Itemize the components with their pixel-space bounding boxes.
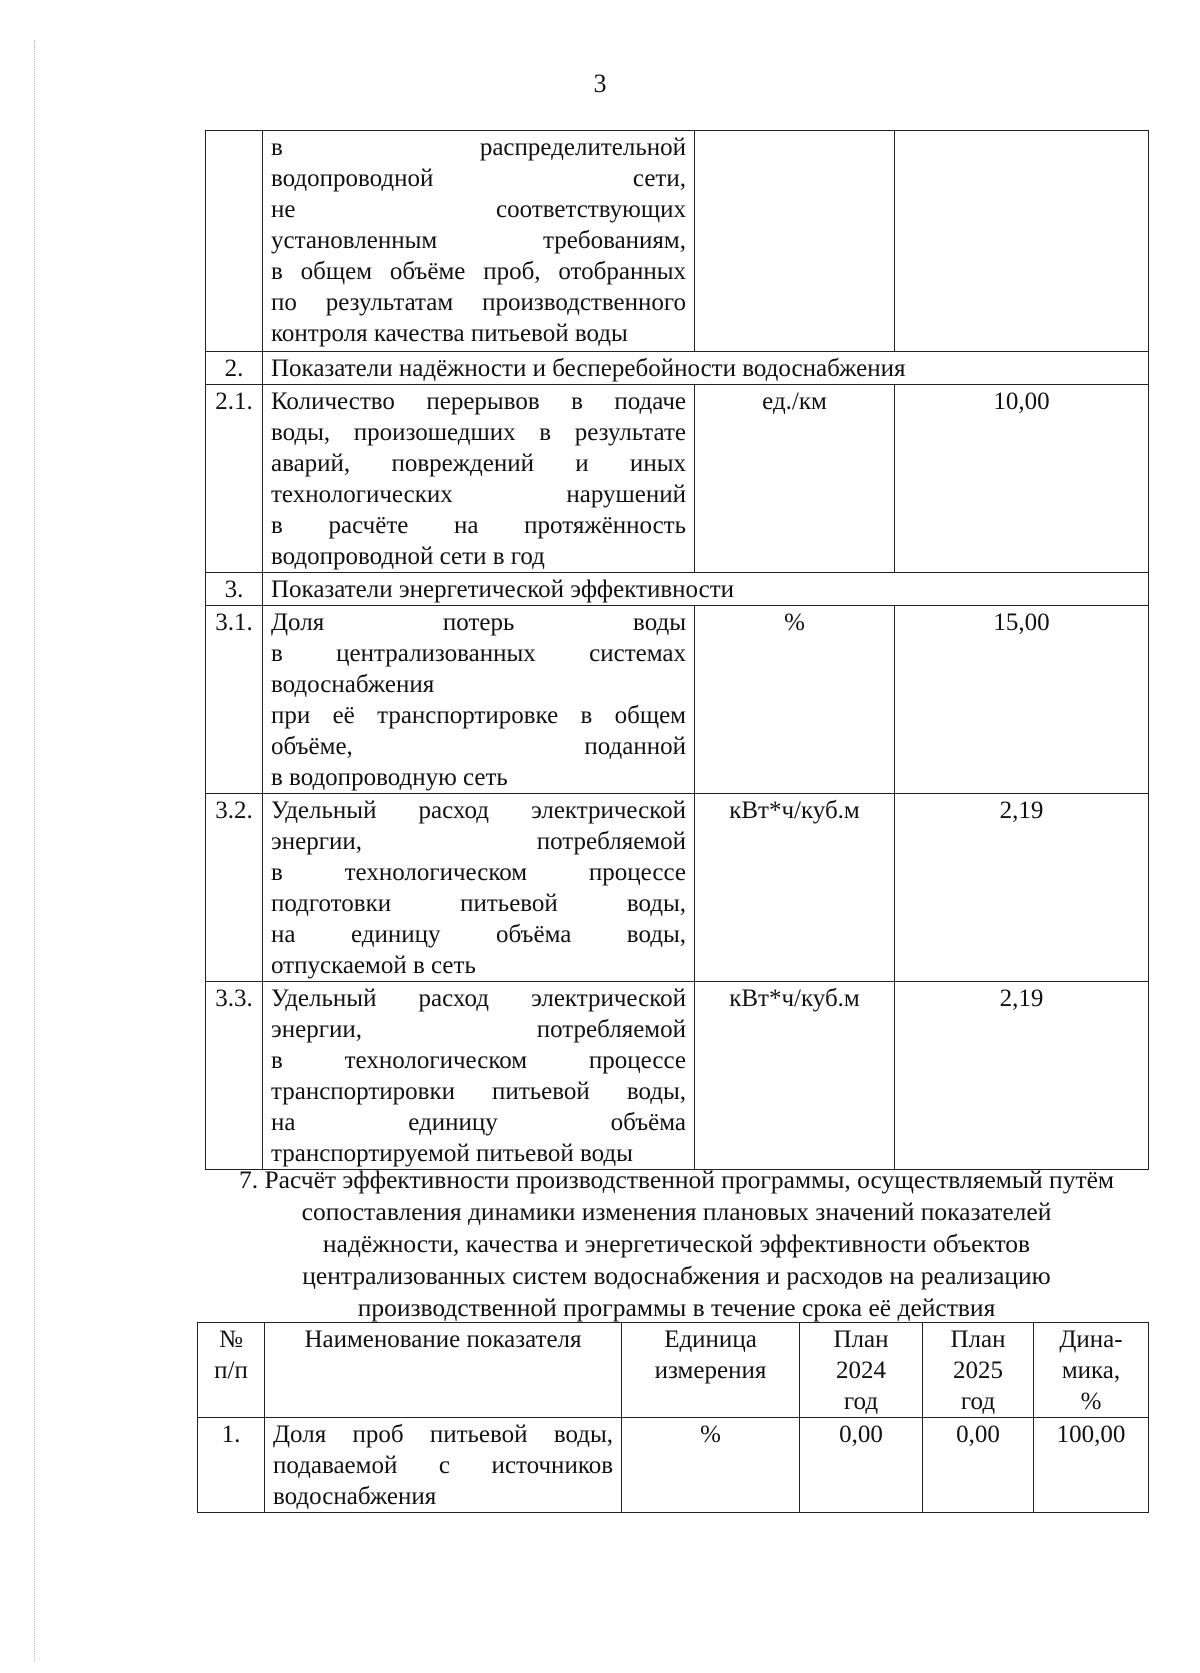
value-cell: 15,00	[895, 606, 1149, 794]
section-7-title: 7. Расчёт эффективности производственной программы, осуществляемый путём сопоставления динамики изменения плановых значений показателей надёжности, качества и энергетической эффективности объектов централизованных систем водоснабжения и расходов на реализацию производственной программы в течение срока её действия	[238, 1165, 1115, 1322]
table-row	[198, 1418, 1149, 1513]
indicator-name: Удельный расход электрической энергии, потребляемой в технологическом процессе подготовки питьевой воды, на единицу объёма воды, отпускаемой в сеть	[263, 794, 695, 982]
row-number: 3.	[206, 573, 263, 606]
header-number: № п/п	[198, 1323, 265, 1418]
value-cell	[895, 131, 1149, 352]
row-number: 1.	[198, 1418, 265, 1513]
indicator-name: Доля потерь воды в централизованных системах водоснабжения при её транспортировке в общем объёме, поданной в водопроводную сеть	[263, 606, 695, 794]
unit-cell: ед./км	[695, 385, 895, 573]
row-number: 3.2.	[206, 794, 263, 982]
unit-cell: кВт*ч/куб.м	[695, 982, 895, 1170]
row-number: 2.1.	[206, 385, 263, 573]
value-cell: 10,00	[895, 385, 1149, 573]
section-header: Показатели надёжности и бесперебойности водоснабжения	[263, 352, 1149, 385]
dynamics-cell: 100,00	[1034, 1418, 1149, 1513]
unit-cell: %	[622, 1418, 800, 1513]
table-section-row	[206, 573, 1149, 606]
table-row	[206, 794, 1149, 982]
value-cell: 2,19	[895, 982, 1149, 1170]
table-row	[206, 982, 1149, 1170]
table-row	[206, 131, 1149, 352]
table-section-row	[206, 352, 1149, 385]
unit-cell: кВт*ч/куб.м	[695, 794, 895, 982]
plan-2024-cell: 0,00	[800, 1418, 923, 1513]
row-number: 2.	[206, 352, 263, 385]
header-plan-2024: План 2024 год	[800, 1323, 923, 1418]
row-number	[206, 131, 263, 352]
section-header: Показатели энергетической эффективности	[263, 573, 1149, 606]
row-number: 3.1.	[206, 606, 263, 794]
row-number: 3.3.	[206, 982, 263, 1170]
table-row	[206, 606, 1149, 794]
plan-2025-cell: 0,00	[923, 1418, 1034, 1513]
table-row	[206, 385, 1149, 573]
header-plan-2025: План 2025 год	[923, 1323, 1034, 1418]
page-number: 3	[593, 69, 607, 98]
efficiency-table	[197, 1322, 1149, 1513]
indicator-name: Количество перерывов в подаче воды, произошедших в результате аварий, повреждений и иных технологических нарушений в расчёте на протяжённость водопроводной сети в год	[263, 385, 695, 573]
indicators-table	[205, 130, 1149, 1170]
value-cell: 2,19	[895, 794, 1149, 982]
header-unit: Единица измерения	[622, 1323, 800, 1418]
margin-line	[34, 40, 35, 1660]
header-indicator-name: Наименование показателя	[265, 1323, 622, 1418]
indicator-name: в распределительной водопроводной сети, не соответствующих установленным требованиям, в общем объёме проб, отобранных по результатам производственного контроля качества питьевой воды	[263, 131, 695, 352]
table-header-row	[198, 1323, 1149, 1418]
unit-cell	[695, 131, 895, 352]
unit-cell: %	[695, 606, 895, 794]
indicator-name: Удельный расход электрической энергии, потребляемой в технологическом процессе транспортировки питьевой воды, на единицу объёма транспортируемой питьевой воды	[263, 982, 695, 1170]
header-dynamics: Дина- мика, %	[1034, 1323, 1149, 1418]
indicator-name: Доля проб питьевой воды, подаваемой с источников водоснабжения	[265, 1418, 622, 1513]
